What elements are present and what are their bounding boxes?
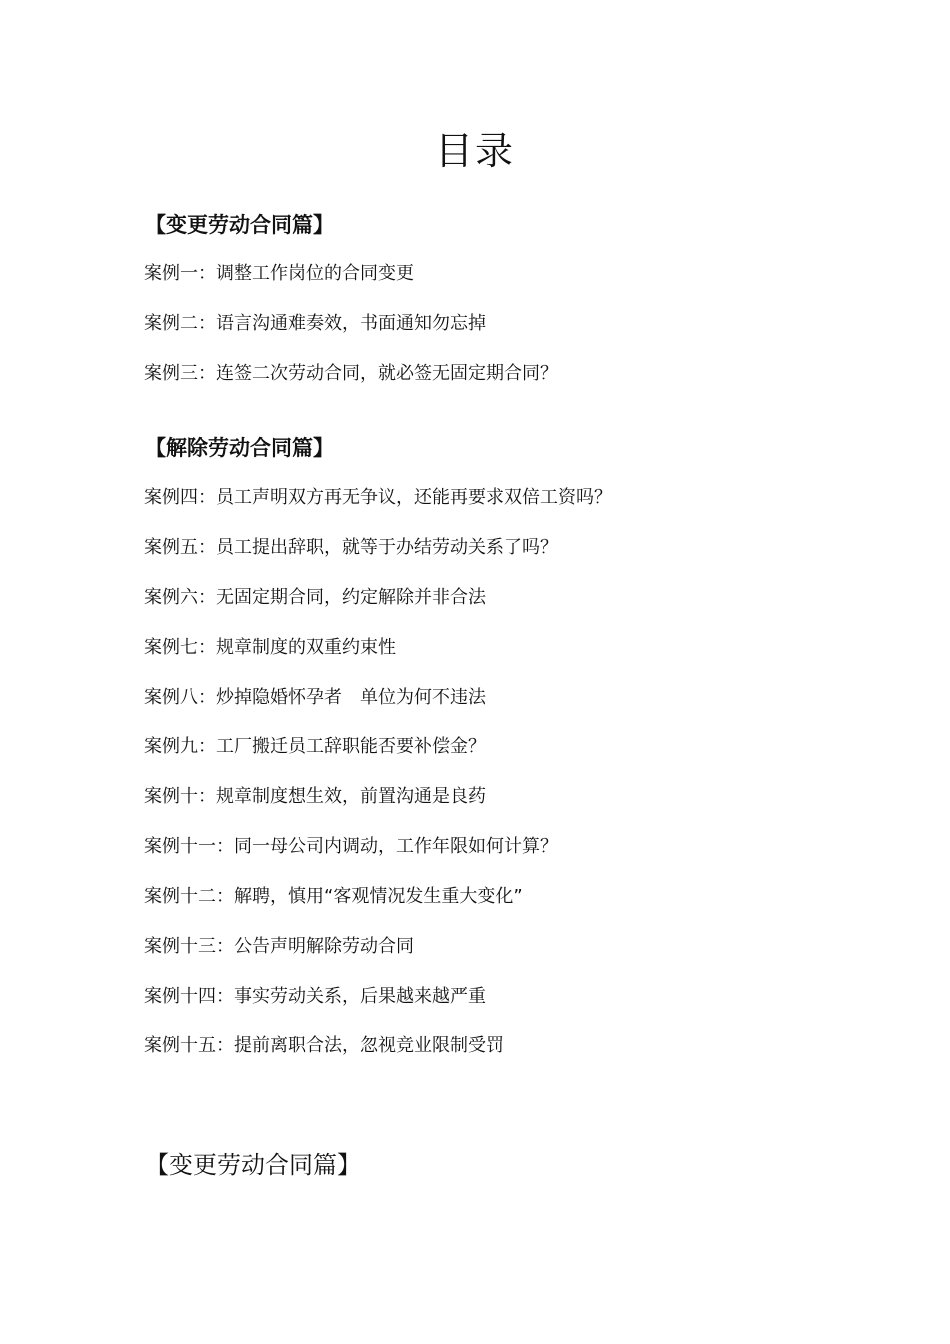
toc-entry	[144, 261, 414, 287]
toc-entry	[144, 1033, 504, 1059]
toc-entry-label: 案例十：	[144, 786, 216, 807]
toc-entry	[144, 934, 414, 960]
toc-entry-label: 案例十二：	[144, 886, 234, 907]
toc-entry-text: 炒掉隐婚怀孕者 单位为何不违法	[216, 687, 486, 708]
toc-entry-text: 员工提出辞职，就等于办结劳动关系了吗？	[216, 537, 558, 558]
toc-entry	[144, 585, 486, 611]
toc-entry-text: 规章制度想生效，前置沟通是良药	[216, 786, 486, 807]
toc-entry-label: 案例十四：	[144, 986, 234, 1007]
toc-entry	[144, 784, 486, 810]
toc-entry-label: 案例九：	[144, 736, 216, 757]
toc-entry	[144, 834, 558, 860]
toc-entry-label: 案例一：	[144, 263, 216, 284]
toc-section-heading-change: 【变更劳动合同篇】	[145, 213, 334, 237]
toc-entry-text: 语言沟通难奏效，书面通知勿忘掉	[216, 313, 486, 334]
toc-entry-label: 案例十三：	[144, 936, 234, 957]
toc-entry-label: 案例四：	[144, 487, 216, 508]
toc-entry-text: 员工声明双方再无争议，还能再要求双倍工资吗？	[216, 487, 612, 508]
toc-entry	[144, 311, 486, 337]
toc-entry-text: 公告声明解除劳动合同	[234, 936, 414, 957]
toc-entry	[144, 884, 523, 910]
toc-entry	[144, 361, 558, 387]
toc-title: 目录	[434, 129, 515, 173]
body-section-heading: 【变更劳动合同篇】	[145, 1151, 361, 1179]
toc-entry	[144, 984, 486, 1010]
toc-entry-text: 规章制度的双重约束性	[216, 637, 396, 658]
toc-entry-label: 案例十一：	[144, 836, 234, 857]
toc-section-heading-termination: 【解除劳动合同篇】	[145, 436, 334, 460]
toc-entry-text: 同一母公司内调动，工作年限如何计算？	[234, 836, 558, 857]
toc-entry-label: 案例八：	[144, 687, 216, 708]
toc-entry-label: 案例三：	[144, 363, 216, 384]
toc-entry-text: 无固定期合同，约定解除并非合法	[216, 587, 486, 608]
toc-entry-text: 提前离职合法，忽视竞业限制受罚	[234, 1035, 504, 1056]
toc-entry-label: 案例五：	[144, 537, 216, 558]
toc-entry-label: 案例十五：	[144, 1035, 234, 1056]
toc-entry-label: 案例六：	[144, 587, 216, 608]
toc-entry-text: 事实劳动关系，后果越来越严重	[234, 986, 486, 1007]
toc-entry	[144, 734, 486, 760]
toc-entry	[144, 685, 486, 711]
toc-entry-label: 案例二：	[144, 313, 216, 334]
toc-entry-text: 连签二次劳动合同，就必签无固定期合同？	[216, 363, 558, 384]
toc-entry-label: 案例七：	[144, 637, 216, 658]
toc-entry	[144, 635, 396, 661]
toc-entry-text: 调整工作岗位的合同变更	[216, 263, 414, 284]
toc-entry-text: 解聘，慎用“客观情况发生重大变化”	[234, 886, 523, 907]
toc-entry-text: 工厂搬迁员工辞职能否要补偿金？	[216, 736, 486, 757]
toc-entry	[144, 535, 558, 561]
toc-entry	[144, 485, 612, 511]
